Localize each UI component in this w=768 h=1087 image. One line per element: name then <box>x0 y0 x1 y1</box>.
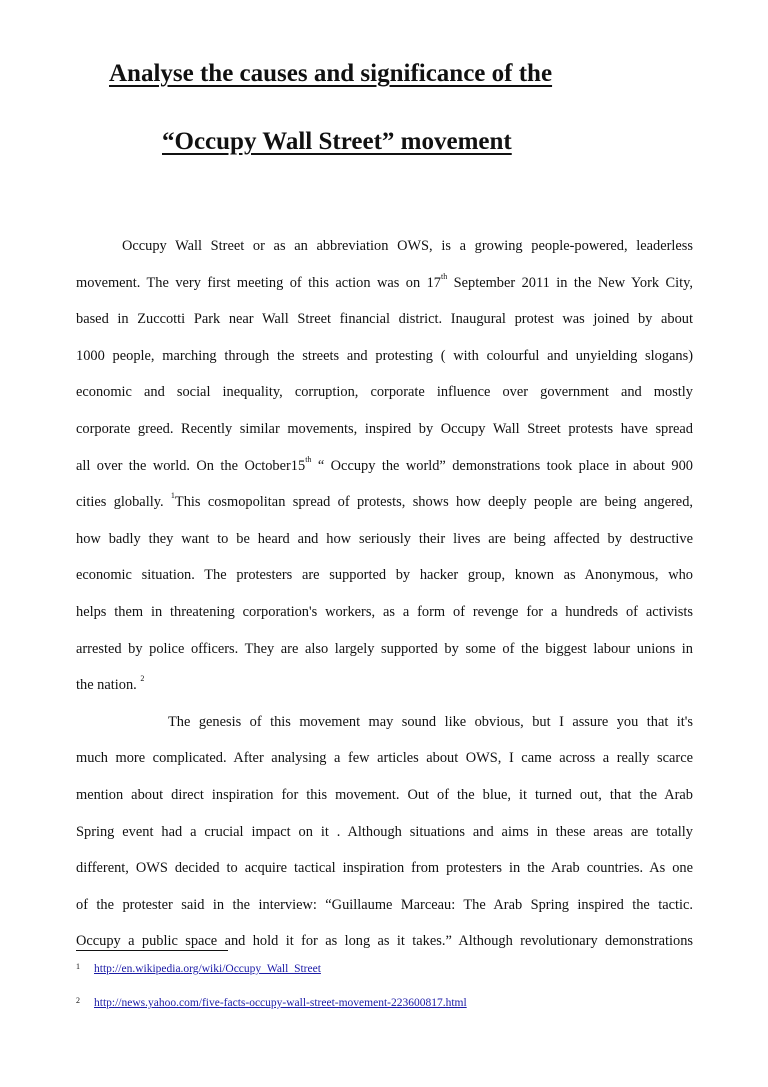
body-line: arrested by police officers. They are also largely supported by some of the biggest labour unions in <box>76 640 693 657</box>
body-line: cities globally. $^1$This cosmopolitan spread of protests, shows how deeply people are being angered, <box>76 491 693 511</box>
body-line: Occupy Wall Street or as an abbreviation OWS, is a growing people-powered, leaderless <box>122 238 693 254</box>
footnote-link-1[interactable]: http://en.wikipedia.org/wiki/Occupy_Wall_Street <box>94 963 321 975</box>
body-line: much more complicated. After analysing a few articles about OWS, I came across a really scarce <box>76 750 693 767</box>
body-line: economic and social inequality, corruption, corporate influence over government and mostly <box>76 384 693 401</box>
footnote-1 <box>76 963 321 975</box>
body-line: mention about direct inspiration for this movement. Out of the blue, it turned out, that the Arab <box>76 786 693 803</box>
body-line: economic situation. The protesters are supported by hacker group, known as Anonymous, who <box>76 567 693 584</box>
footnote-2 <box>76 997 467 1009</box>
document-title-line-2: “Occupy Wall Street” movement <box>162 128 512 155</box>
footnote-number: 2 <box>76 996 80 1005</box>
body-line: helps them in threatening corporation's workers, as a form of revenge for a hundreds of activists <box>76 603 693 620</box>
body-line: different, OWS decided to acquire tactical inspiration from protesters in the Arab countries. As one <box>76 860 693 877</box>
body-line: corporate greed. Recently similar movements, inspired by Occupy Wall Street protests have spread <box>76 420 693 437</box>
body-line: 1000 people, marching through the streets and protesting ( with colourful and unyielding slogans) <box>76 347 693 364</box>
body-line: the nation. $^2$ <box>76 674 145 694</box>
body-line: The genesis of this movement may sound like obvious, but I assure you that it's <box>168 713 693 730</box>
body-line: of the protester said in the interview: “Guillaume Marceau: The Arab Spring inspired the tactic. <box>76 896 693 913</box>
body-line: Occupy a public space and hold it for as long as it takes.” Although revolutionary demonstrations <box>76 933 693 950</box>
footnote-ref-2[interactable]: 2 <box>140 674 145 684</box>
body-line: movement. The very first meeting of this action was on 17th September 2011 in the New York City, <box>76 271 693 291</box>
body-line: Spring event had a crucial impact on it . Although situations and aims in these areas are totally <box>76 823 693 840</box>
body-line: all over the world. On the October15th “ Occupy the world” demonstrations took place in about 900 <box>76 454 694 474</box>
footnote-ref-1[interactable]: 1 <box>170 491 175 501</box>
footnote-number: 1 <box>76 962 80 971</box>
footnote-divider <box>76 950 228 951</box>
footnote-link-2[interactable]: http://news.yahoo.com/five-facts-occupy-wall-street-movement-223600817.html <box>94 997 467 1009</box>
document-title-line-1: Analyse the causes and significance of the <box>109 60 553 87</box>
superscript: th <box>305 454 312 464</box>
document-body <box>76 228 693 960</box>
superscript: th <box>440 271 448 281</box>
body-line: how badly they want to be heard and how seriously their lives are being affected by destructive <box>76 530 693 547</box>
body-line: based in Zuccotti Park near Wall Street financial district. Inaugural protest was joined by about <box>76 311 693 328</box>
